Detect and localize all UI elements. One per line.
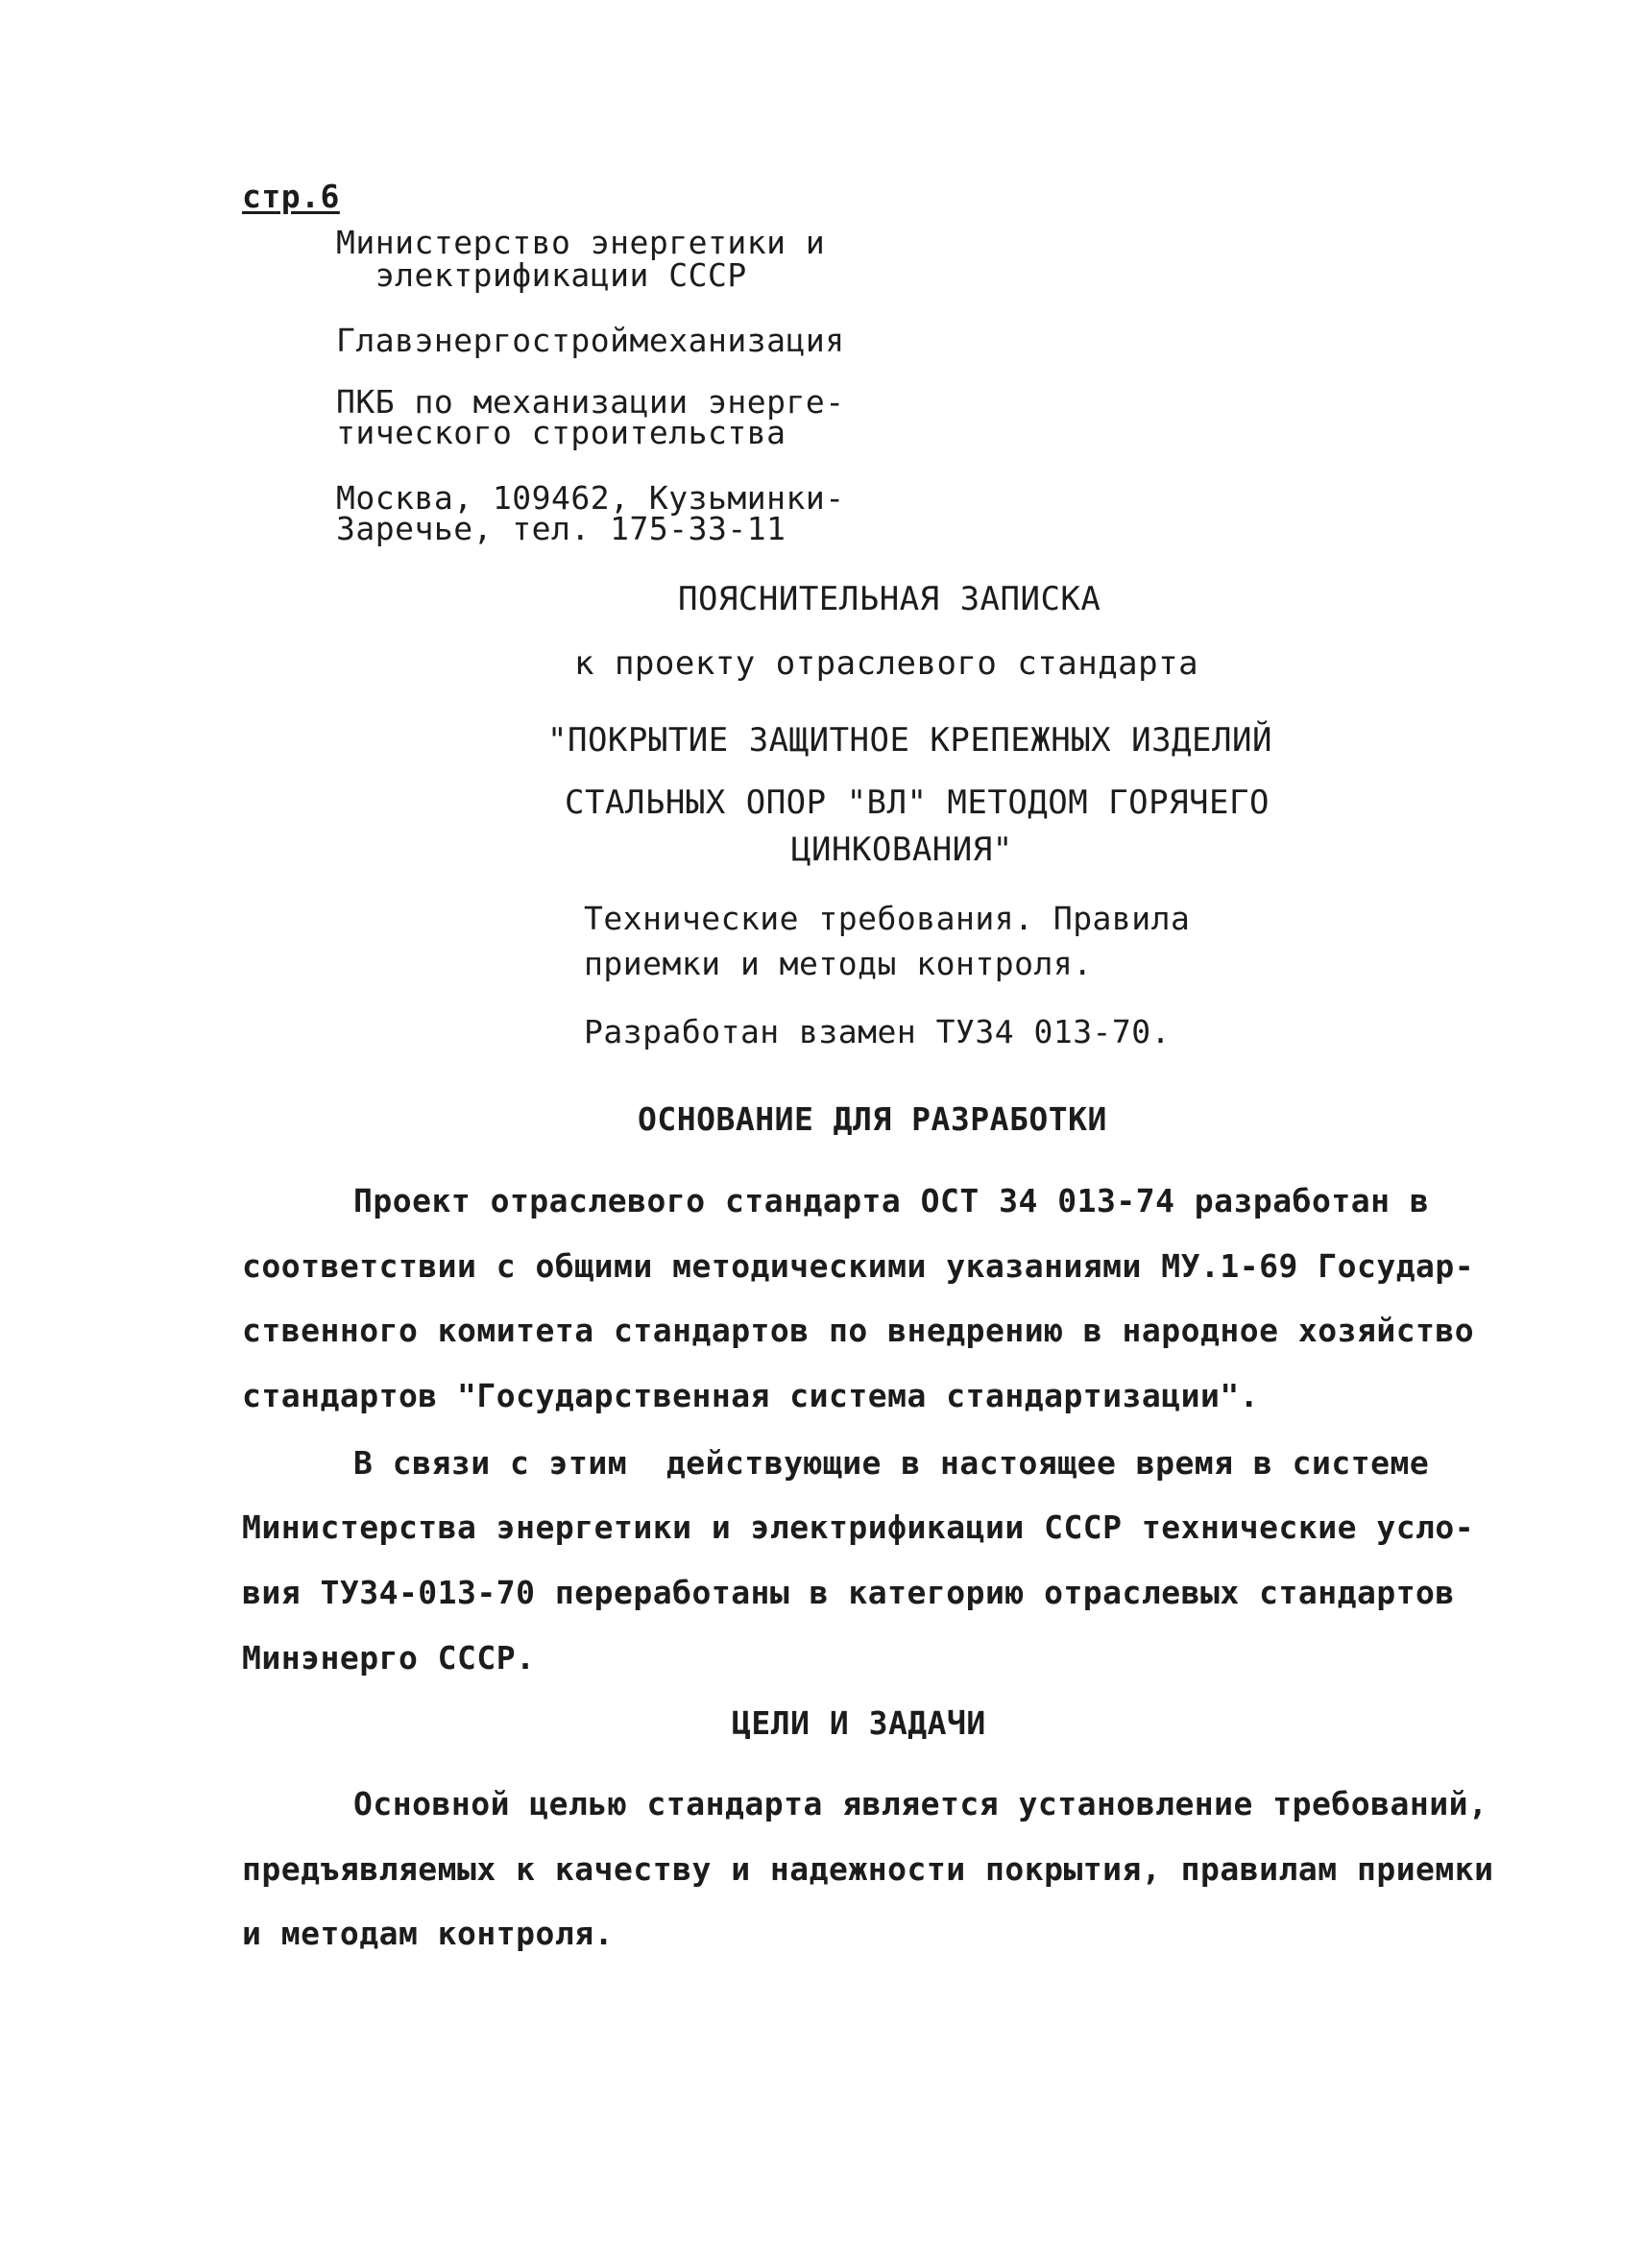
section-basis-line-6: Министерства энергетики и электрификации СССР технические усло- [242,1508,1475,1546]
details-line-2: приемки и методы контроля. [584,945,1093,982]
section-basis-line-3: ственного комитета стандартов по внедрению в народное хозяйство [242,1312,1475,1349]
standard-name-line-1: "ПОКРЫТИЕ ЗАЩИТНОЕ КРЕПЕЖНЫХ ИЗДЕЛИЙ [547,721,1272,760]
document-subheading: к проекту отраслевого стандарта [574,644,1199,683]
section-goals-line-2: предъявляемых к качеству и надежности покрытия, правилам приемки [242,1850,1494,1888]
section-basis-line-2: соответствии с общими методическими указаниями МУ.1-69 Государ- [242,1247,1475,1285]
section-basis-line-8: Минэнерго СССР. [242,1639,536,1677]
section-heading-goals: ЦЕЛИ И ЗАДАЧИ [732,1704,986,1742]
department-name: Главэнергостроймеханизация [336,322,845,359]
details-line-1: Технические требования. Правила [584,900,1191,937]
section-basis-line-7: вия ТУ34-013-70 переработаны в категорию отраслевых стандартов [242,1574,1455,1611]
section-heading-basis: ОСНОВАНИЕ ДЛЯ РАЗРАБОТКИ [638,1100,1107,1138]
replaces-note: Разработан взамен ТУ34 013-70. [584,1013,1172,1050]
document-heading: ПОЯСНИТЕЛЬНАЯ ЗАПИСКА [678,580,1101,618]
address-line-1: Москва, 109462, Кузьминки- [336,479,845,517]
bureau-line-1: ПКБ по механизации энерге- [336,383,845,421]
standard-name-line-2: СТАЛЬНЫХ ОПОР "ВЛ" МЕТОДОМ ГОРЯЧЕГО [565,784,1270,822]
section-basis-line-5: В связи с этим действующие в настоящее время в системе [353,1444,1430,1482]
address-line-2: Заречье, тел. 175-33-11 [336,510,786,547]
standard-name-line-3: ЦИНКОВАНИЯ" [791,831,1013,869]
page-number: стр.6 [242,178,340,215]
section-basis-line-1: Проект отраслевого стандарта ОСТ 34 013-74 разработан в [353,1182,1430,1219]
ministry-line-2: электрификации СССР [336,256,747,294]
section-basis-line-4: стандартов "Государственная система стандартизации". [242,1377,1260,1414]
bureau-line-2: тического строительства [336,414,786,451]
section-goals-line-1: Основной целью стандарта является установление требований, [353,1785,1488,1822]
section-goals-line-3: и методам контроля. [242,1915,614,1952]
ministry-line-1: Министерство энергетики и [336,224,826,261]
